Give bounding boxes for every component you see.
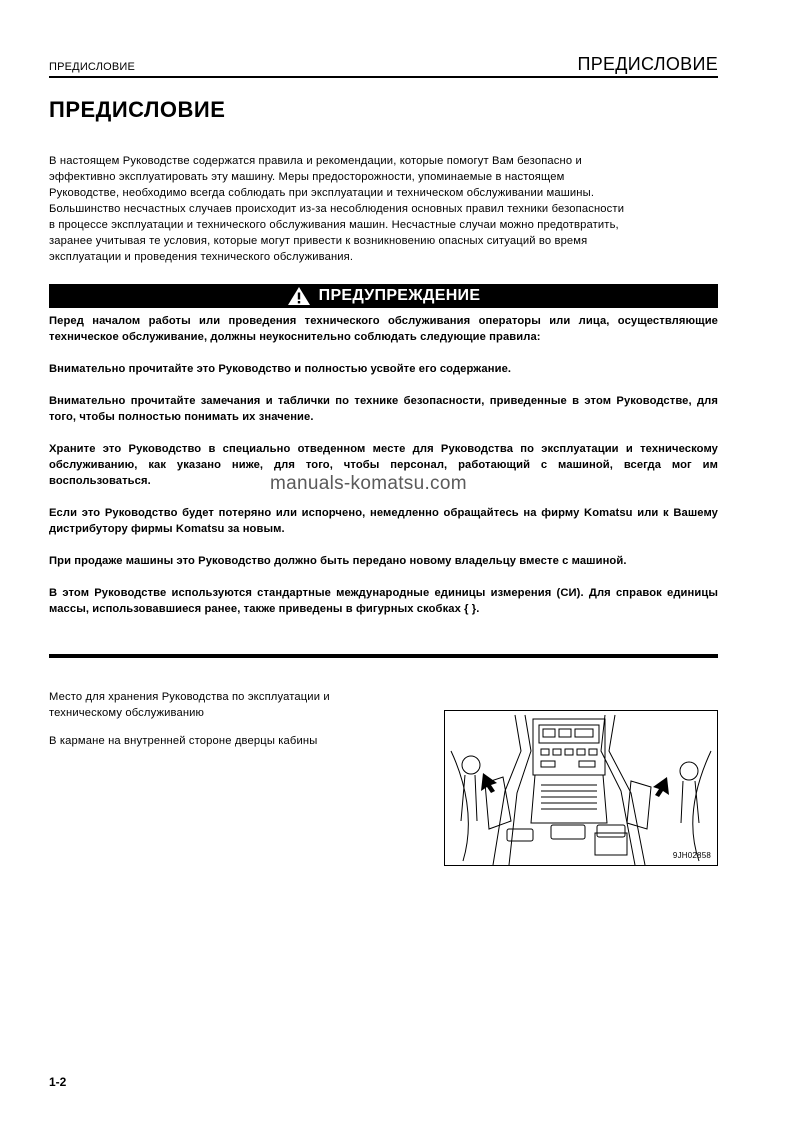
storage-heading-line: Место для хранения Руководства по эксплуатации и (49, 691, 330, 703)
intro-line: Руководстве, необходимо всегда соблюдать при эксплуатации и техническом обслуживании машины. (49, 187, 595, 199)
intro-line: В настоящем Руководстве содержатся правила и рекомендации, которые помогут Вам безопасно и (49, 155, 582, 167)
watermark: manuals-komatsu.com (270, 473, 467, 494)
warning-paragraph: Внимательно прочитайте это Руководство и полностью усвойте его содержание. (49, 363, 512, 375)
storage-heading-line: техническому обслуживанию (49, 707, 205, 719)
warning-end-rule (49, 654, 718, 658)
cab-illustration (444, 710, 718, 866)
page-title: ПРЕДИСЛОВИЕ (49, 97, 226, 122)
header-section-title: ПРЕДИСЛОВИЕ (49, 61, 136, 73)
cab-interior-drawing (445, 711, 717, 865)
intro-line: Большинство несчастных случаев происходит из-за несоблюдения основных правил техники безопасности (49, 203, 625, 215)
storage-heading (49, 689, 429, 721)
intro-paragraph (49, 153, 718, 265)
warning-banner (49, 284, 718, 308)
warning-label: ПРЕДУПРЕЖДЕНИЕ (318, 287, 481, 304)
storage-location: В кармане на внутренней стороне дверцы кабины (49, 735, 318, 747)
intro-line: эксплуатации и проведения технического обслуживания. (49, 251, 354, 263)
warning-triangle-icon (287, 286, 311, 306)
figure-code: 9JH02858 (672, 851, 711, 860)
header-rule (49, 76, 718, 78)
page-number: 1-2 (49, 1075, 67, 1089)
intro-line: эффективно эксплуатировать эту машину. Меры предосторожности, упоминаемые в настоящем (49, 171, 565, 183)
warning-paragraph: Если это Руководство будет потеряно или испорчено, немедленно обращайтесь на фирму Komatsu или к Вашему дистрибутору фирмы Komatsu за новым. (49, 507, 718, 535)
warning-paragraph: Внимательно прочитайте замечания и таблички по технике безопасности, приведенные в этом Руководстве, для того, чтобы полностью понимать их значение. (49, 395, 718, 423)
warning-paragraph: В этом Руководстве используются стандартные международные единицы измерения (СИ). Для справок единицы массы, использовавшиеся ранее, также приведены в фигурных скобках { }. (49, 587, 718, 615)
warning-paragraph: При продаже машины это Руководство должно быть передано новому владельцу вместе с машиной. (49, 555, 627, 567)
header-chapter-title: ПРЕДИСЛОВИЕ (577, 54, 718, 74)
warning-paragraph: Храните это Руководство в специально отведенном месте для Руководства по эксплуатации и техническому обслуживанию, как указано ниже, для того, чтобы персонал, работающий с машиной, всегда мог им воспользоваться. (49, 443, 718, 487)
warning-paragraph: Перед началом работы или проведения технического обслуживания операторы или лица, осуществляющие техническое обслуживание, должны неукоснительно соблюдать следующие правила: (49, 315, 718, 343)
warning-body (49, 313, 718, 617)
intro-line: заранее учитывая те условия, которые могут привести к возникновению опасных ситуаций во время (49, 235, 588, 247)
intro-line: в процессе эксплуатации и технического обслуживания машин. Несчастные случаи можно предотвратить, (49, 219, 619, 231)
